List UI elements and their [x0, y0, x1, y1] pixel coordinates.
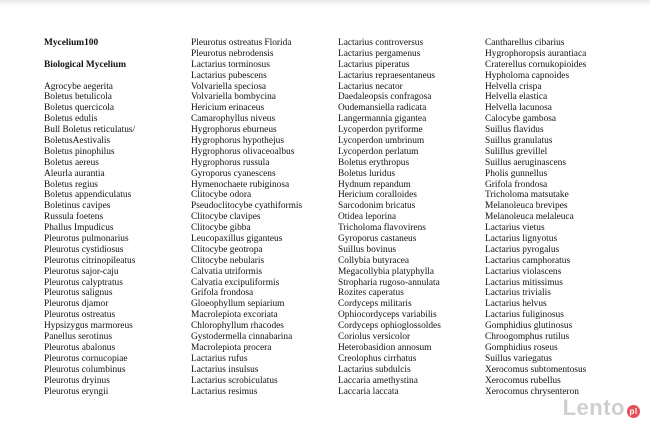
species-item: Tricholoma flavovirens [338, 223, 426, 234]
species-item: Lactarius mitissimus [485, 277, 563, 288]
species-item: Pleurotus djamor [44, 299, 109, 310]
species-item: Pleurotus cystidiosus [44, 244, 124, 255]
species-item: Boletus edulis [44, 114, 98, 125]
species-item: Lactarius helvus [485, 299, 547, 310]
species-item: Lactarius resimus [191, 386, 258, 397]
species-item: Volvariella bombycina [191, 92, 276, 103]
species-item: Lactarius trivialis [485, 288, 551, 299]
species-item: Boletus pinophilus [44, 146, 115, 157]
species-item: Hericium erinaceus [191, 103, 265, 114]
species-item: Boletinus cavipes [44, 201, 111, 212]
species-item: Sulillus grevillel [485, 146, 548, 157]
species-item: Boletus quercicola [44, 103, 115, 114]
species-item: Clitocybe geotropa [191, 244, 263, 255]
species-item: Gyroporus castaneus [338, 234, 417, 245]
species-item: Heterobasidion annosum [338, 342, 432, 353]
species-item: Suillus bovinus [338, 244, 397, 255]
species-item: Helvella crispa [485, 81, 542, 92]
species-item: Helvella elastica [485, 92, 548, 103]
species-item: Agrocybe aegerita [44, 81, 113, 92]
species-item: Panellus serotinus [44, 332, 112, 343]
species-item: Pleurotus cornucopiae [44, 353, 128, 364]
species-item: Sarcodonim bricatus [338, 201, 416, 212]
species-item: Gyroporus cyanescens [191, 168, 276, 179]
species-item: Lactarius scrobiculatus [191, 375, 278, 386]
species-item: Langermannia gigantea [338, 114, 427, 125]
species-item: Clitocybe nebularis [191, 255, 265, 266]
species-item: Boletus appendiculatus [44, 190, 132, 201]
species-item: Pleurotus nebrodensis [191, 48, 274, 59]
document-title: Mycelium100 [44, 38, 99, 48]
column-1 [44, 38, 135, 397]
species-item: Clitocybe gibba [191, 223, 251, 234]
species-item: Creolophus cirrhatus [338, 353, 417, 364]
species-item: Cordyceps ophioglossoldes [338, 321, 441, 332]
species-item: Calvatia utriformis [191, 266, 263, 277]
species-item: Pleurotus ostreatus [44, 310, 116, 321]
species-item: Pleurotus abalonus [44, 342, 116, 353]
species-item: Hygrophorus olivaceoalbus [191, 146, 295, 157]
species-item: Otidea leporina [338, 212, 397, 223]
species-item: Lactarius violascens [485, 266, 562, 277]
species-item: Grifola frondosa [485, 179, 548, 190]
species-item: Pseudoclitocybe cyathiformis [191, 201, 303, 212]
species-item: Pleurotus dryinus [44, 375, 110, 386]
species-item: Macrolepiota procera [191, 342, 272, 353]
species-item: Calocybe gambosa [485, 114, 557, 125]
species-item: Xerocomus rubellus [485, 375, 561, 386]
species-item: Lactarius repraesentaneus [338, 70, 436, 81]
column-2 [191, 38, 302, 397]
species-item: Craterellus cornukopioides [485, 59, 587, 70]
species-item: Lactarius necator [338, 81, 403, 92]
species-item: Lactarius insulsus [191, 364, 259, 375]
species-item: Boletus luridus [338, 168, 396, 179]
species-item: Chroogomphus rutilus [485, 332, 570, 343]
species-item: Lycoperdon perlatum [338, 146, 419, 157]
species-item: Chlorophyllum rhacodes [191, 321, 284, 332]
watermark-logo [563, 395, 640, 421]
column-3 [338, 38, 441, 397]
species-item: Pleurotus calyptratus [44, 277, 123, 288]
species-item: Xerocomus chrysenteron [485, 386, 579, 397]
species-item: Lactarius controversus [338, 38, 424, 48]
watermark-text: Lento [562, 395, 625, 420]
species-item: Melanoleuca melaleuca [485, 212, 574, 223]
species-item: BoletusAestivalis [44, 136, 111, 147]
species-item: Grifola frondosa [191, 288, 254, 299]
species-item: Pleurotus pulmonarius [44, 234, 129, 245]
species-item: Clitocybe clavipes [191, 212, 261, 223]
species-item: Lactarius fuliginosus [485, 310, 564, 321]
species-item: Boletus regius [44, 179, 98, 190]
species-item: Pleurotus salignus [44, 288, 113, 299]
species-item: Boletus erythropus [338, 157, 410, 168]
species-item: Pleurotus columbinus [44, 364, 126, 375]
species-item: Leucopaxillus giganteus [191, 234, 283, 245]
species-item: Hygrophorus eburneus [191, 125, 277, 136]
species-item: Boletus aereus [44, 157, 99, 168]
column-4 [485, 38, 586, 397]
species-item: Cantharellus cibarius [485, 38, 565, 48]
species-item: Boletus betulicola [44, 92, 112, 103]
species-item: Coriolus versicolor [338, 332, 411, 343]
species-item: Bull Boletus reticulatus/ [44, 125, 136, 136]
species-item: Volvariella speciosa [191, 81, 267, 92]
species-item: Hypholoma capnoides [485, 70, 570, 81]
species-item: Lactarius pyrogalus [485, 244, 560, 255]
species-item: Lactarius lignyotus [485, 234, 558, 245]
species-item: Russula foetens [44, 212, 104, 223]
species-item: Lactarius pubescens [191, 70, 267, 81]
species-item: Melanoleuca brevipes [485, 201, 568, 212]
species-item: Suillus aeruginascens [485, 157, 566, 168]
species-item: Daedaleopsis confragosa [338, 92, 432, 103]
species-item: Rozites caperatus [338, 288, 404, 299]
species-item: Ophiocordyceps variabilis [338, 310, 437, 321]
species-item: Suillus variegatus [485, 353, 552, 364]
species-item: Lycoperdon pyriforme [338, 125, 423, 136]
species-item: Calvatia excipuliformis [191, 277, 280, 288]
species-item: Aleurla aurantia [44, 168, 105, 179]
species-item: Gomphidius glutinosus [485, 321, 573, 332]
species-item: Gomphidius roseus [485, 342, 558, 353]
species-item: Hypsizygus marmoreus [44, 321, 133, 332]
species-item: Hygrophoropsis aurantiaca [485, 48, 587, 59]
species-item: Collybia butyracea [338, 255, 410, 266]
species-item: Hericium coralloides [338, 190, 417, 201]
watermark-badge: pl [627, 405, 640, 418]
species-item: Hymenochaete rubiginosa [191, 179, 290, 190]
species-item: Laccaria laccata [338, 386, 399, 397]
species-item: Suillus granulatus [485, 136, 553, 147]
species-item: Hydnum repandum [338, 179, 411, 190]
species-item: Hygrophorus hypothejus [191, 136, 284, 147]
species-item: Lactarius torminosus [191, 59, 270, 70]
top-edge [0, 0, 650, 6]
document-subtitle: Biological Mycelium [44, 59, 127, 70]
species-item: Pleurotus ostreatus Florida [191, 38, 292, 48]
species-item: Hygrophorus russula [191, 157, 270, 168]
species-item: Lactarius vietus [485, 223, 545, 234]
species-item: Stropharia rugoso-annulata [338, 277, 440, 288]
species-item: Pleurotus citrinopileatus [44, 255, 136, 266]
species-item: Gystodermella cinnabarina [191, 332, 293, 343]
species-item: Xerocomus subtomentosus [485, 364, 587, 375]
species-item: Laccaria amethystina [338, 375, 418, 386]
species-item: Pholis gunnellus [485, 168, 548, 179]
species-item: Oudemansiella radicata [338, 103, 427, 114]
species-item: Camarophyllus niveus [191, 114, 276, 125]
species-item: Pleurotus sajor-caju [44, 266, 119, 277]
species-item: Macrolepiota excoriata [191, 310, 278, 321]
species-item: Suillus flavidus [485, 125, 544, 136]
species-item: Lactarius subdulcis [338, 364, 411, 375]
species-item: Helvella lacunosa [485, 103, 552, 114]
species-item: Lycoperdon umbrinum [338, 136, 425, 147]
species-item: Pleurotus eryngii [44, 386, 109, 397]
species-item: Megacollybia platyphylla [338, 266, 435, 277]
species-item: Cordyceps militaris [338, 299, 412, 310]
species-item: Clitocybe odora [191, 190, 252, 201]
species-item: Lactarius piperatus [338, 59, 410, 70]
species-item: Tricholoma matsutake [485, 190, 569, 201]
species-item: Lactarius camphoratus [485, 255, 571, 266]
species-item: Lactarius rufus [191, 353, 248, 364]
species-item: Phallus Impudicus [44, 223, 114, 234]
species-item: Gloeophyllum sepiarium [191, 299, 285, 310]
species-item: Lactarius pergamenus [338, 48, 421, 59]
